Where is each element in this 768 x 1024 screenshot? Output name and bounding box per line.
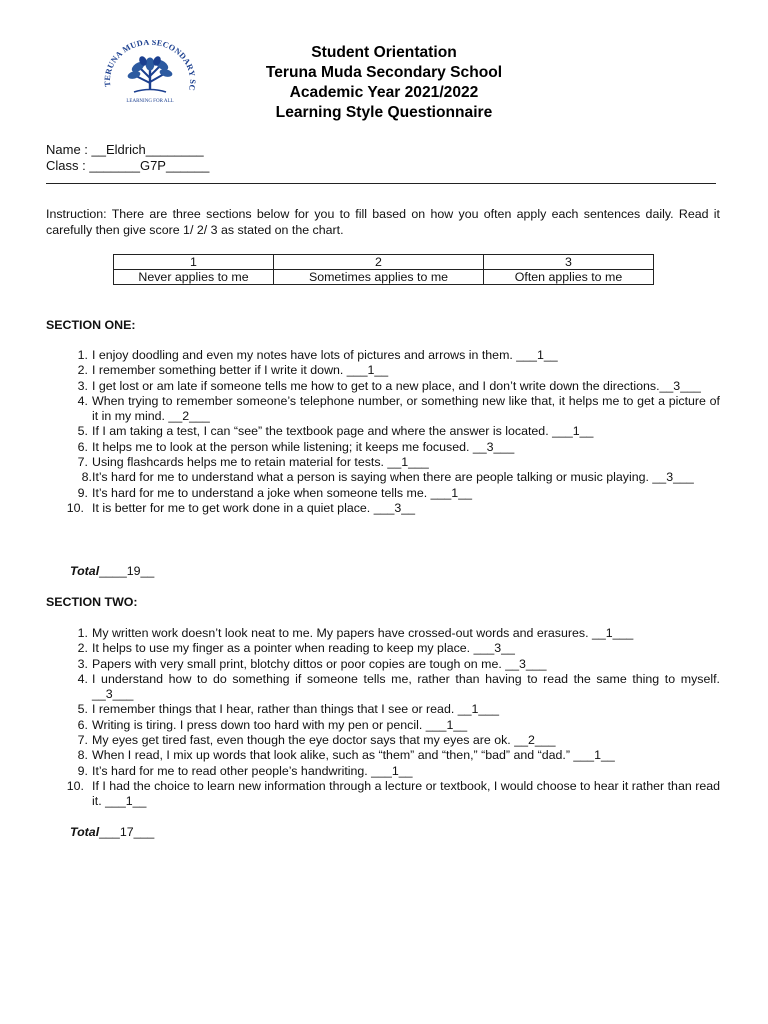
item-number: 9. [77, 485, 88, 500]
item-text: It is better for me to get work done in a quiet place. ___3__ [92, 500, 416, 515]
item-text: When I read, I mix up words that look alike, such as “them” and “then,” “bad” and “dad.” ___1__ [92, 748, 615, 763]
item-number: 6. [77, 439, 88, 454]
name-field: Name : __Eldrich________ [46, 142, 204, 157]
item-text: If I am taking a test, I can “see” the textbook page and where the answer is located. ___1__ [92, 424, 594, 439]
list-item [46, 455, 720, 470]
scale-number: 3 [484, 255, 654, 270]
document-header [200, 43, 568, 123]
item-number: 5. [77, 424, 88, 439]
list-item [46, 733, 720, 748]
list-item [46, 764, 720, 779]
item-number: 7. [77, 733, 88, 748]
item-number: 4. [77, 393, 88, 408]
section-two-list [46, 626, 720, 810]
list-item [46, 702, 720, 717]
header-title: Student Orientation [311, 44, 457, 61]
total-value: ___17___ [99, 825, 155, 839]
list-item [46, 379, 720, 394]
list-item [46, 641, 720, 656]
item-text: It helps me to look at the person while listening; it keeps me focused. __3___ [92, 439, 515, 454]
list-item [46, 394, 720, 425]
instruction-text: Instruction: There are three sections below for you to fill based on how you often apply each sentences daily. Read it carefully then give score 1/ 2/ 3 as stated on the chart. [46, 207, 720, 237]
total-value: ____19__ [99, 564, 155, 578]
list-item [46, 424, 720, 439]
scale-number: 1 [114, 255, 274, 270]
scale-label: Often applies to me [484, 270, 654, 285]
item-text: It’s hard for me to read other people’s handwriting. ___1__ [92, 763, 413, 778]
item-text: Papers with very small print, blotchy dittos or poor copies are tough on me. __3___ [92, 656, 547, 671]
scale-number-row [114, 255, 654, 270]
header-school-name: Teruna Muda Secondary School [265, 64, 503, 81]
list-item [46, 718, 720, 733]
list-item [46, 626, 720, 641]
item-text: Writing is tiring. I press down too hard with my pen or pencil. ___1__ [92, 717, 468, 732]
list-item [46, 657, 720, 672]
item-text: My eyes get tired fast, even though the eye doctor says that my eyes are ok. __2___ [92, 733, 556, 748]
item-number: 2. [77, 363, 88, 378]
item-number: 5. [77, 702, 88, 717]
divider-line [46, 183, 716, 184]
section-one-total [70, 564, 154, 578]
item-number: 4. [77, 671, 88, 686]
item-number: 3. [77, 656, 88, 671]
section-two-title: SECTION TWO: [46, 595, 138, 609]
section-one-title: SECTION ONE: [46, 318, 136, 332]
item-number: 7. [77, 455, 88, 470]
section-one-list [46, 348, 720, 516]
item-text: If I had the choice to learn new information through a lecture or textbook, I would choose to hear it rather than read it. ___1__ [92, 778, 720, 809]
section-two-total [70, 825, 154, 839]
item-text: I understand how to do something if someone tells me, rather than having to read the same thing to myself. __3___ [92, 671, 720, 702]
item-text: I enjoy doodling and even my notes have lots of pictures and arrows in them. ___1__ [92, 348, 558, 362]
svg-text:LEARNING FOR ALL: LEARNING FOR ALL [126, 99, 174, 104]
item-number: 6. [77, 717, 88, 732]
item-number: 1. [77, 348, 88, 362]
header-questionnaire-title: Learning Style Questionnaire [275, 104, 493, 121]
scale-label: Sometimes applies to me [274, 270, 484, 285]
item-number: 2. [77, 641, 88, 656]
item-number: 1. [77, 626, 88, 640]
list-item [46, 348, 720, 363]
item-text: When trying to remember someone’s telephone number, or something new like that, it helps me to get a picture of it in my mind. __2___ [92, 393, 720, 424]
list-item [46, 440, 720, 455]
list-item [46, 486, 720, 501]
item-text: Using flashcards helps me to retain material for tests. __1___ [92, 455, 429, 470]
svg-text:TERUNA MUDA SECONDARY SCHOOL: TERUNA MUDA SECONDARY SC [102, 40, 198, 92]
scale-label-row [114, 270, 654, 285]
item-text: It’s hard for me to understand a joke when someone tells me. ___1__ [92, 485, 472, 500]
item-number: 9. [77, 763, 88, 778]
list-item [46, 779, 720, 810]
item-text: My written work doesn’t look neat to me. My papers have crossed-out words and erasures. __1___ [92, 626, 634, 640]
scale-number: 2 [274, 255, 484, 270]
item-number: 8. [77, 748, 88, 763]
item-number: 3. [77, 378, 88, 393]
item-number: 8. [81, 470, 92, 485]
total-label: Total [70, 825, 100, 839]
item-text: I get lost or am late if someone tells me how to get to a new place, and I don’t write down the directions.__3___ [92, 378, 701, 393]
item-text: I remember things that I hear, rather than things that I see or read. __1___ [92, 702, 500, 717]
item-text: It’s hard for me to understand what a person is saying when there are people talking or music playing. __3___ [92, 470, 694, 485]
list-item [46, 501, 720, 516]
score-scale-table [113, 254, 654, 285]
total-label: Total [70, 564, 100, 578]
class-field: Class : _______G7P______ [46, 158, 210, 173]
item-text: It helps to use my finger as a pointer when reading to keep my place. ___3__ [92, 641, 515, 656]
list-item [46, 363, 720, 378]
item-text: I remember something better if I write it down. ___1__ [92, 363, 389, 378]
list-item [46, 672, 720, 703]
item-number: 10. [66, 778, 84, 793]
school-logo [98, 40, 202, 112]
tree-icon [127, 55, 173, 92]
scale-label: Never applies to me [114, 270, 274, 285]
header-academic-year: Academic Year 2021/2022 [289, 84, 479, 101]
list-item [46, 748, 720, 763]
item-number: 10. [66, 500, 84, 515]
list-item [46, 470, 720, 485]
